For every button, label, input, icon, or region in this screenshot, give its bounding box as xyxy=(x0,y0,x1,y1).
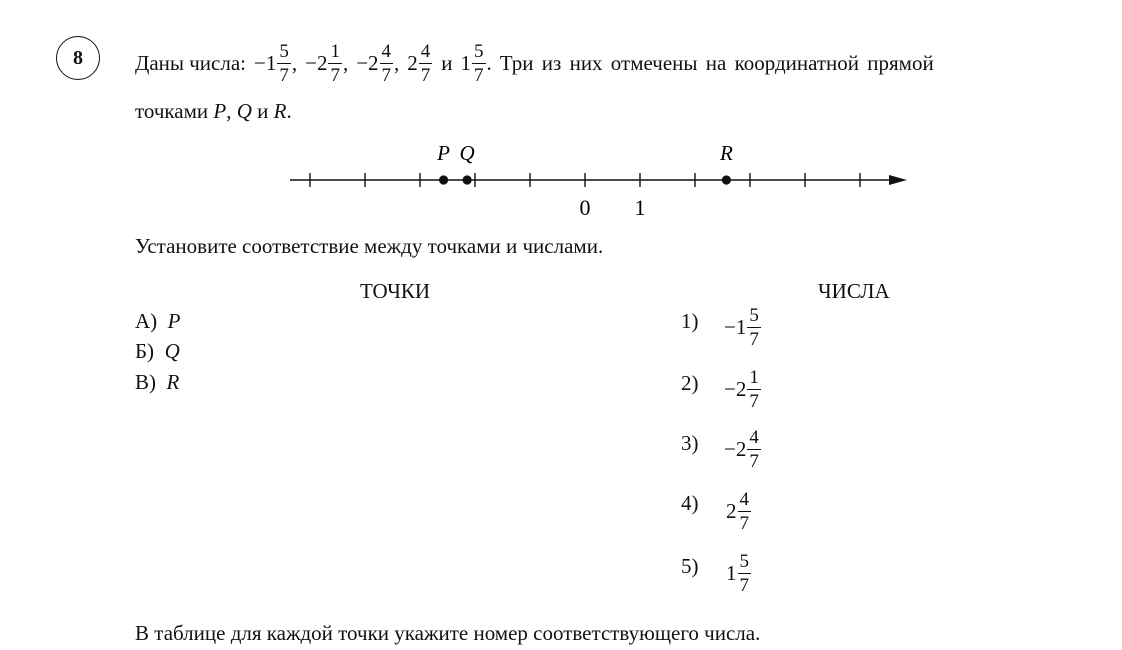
option-5-index: 5) xyxy=(681,554,699,578)
given-number-4: 2 $\frac{4}{7}$ xyxy=(407,41,431,86)
task-line-2: точками P, Q и R. xyxy=(135,99,292,123)
instruction-text: Установите соответствие между точками и числами. xyxy=(135,234,604,258)
intro-text: Даны числа: xyxy=(135,51,246,75)
one-label: 1 xyxy=(634,195,646,220)
line1-tail: Три из них отмечены на координатной прямой xyxy=(499,51,934,75)
point-p-dot xyxy=(439,175,448,184)
point-item-b: Б) Q xyxy=(135,339,180,363)
point-r-dot xyxy=(722,175,731,184)
task-number-badge xyxy=(56,36,100,80)
point-r-ref: R xyxy=(273,99,287,123)
point-q-dot xyxy=(463,175,472,184)
option-4-index: 4) xyxy=(681,491,699,515)
task-line-1 xyxy=(135,42,934,85)
given-number-5: 1 $\frac{5}{7}$ . xyxy=(460,41,492,86)
axis-arrow-icon xyxy=(889,175,907,185)
point-q-label: Q xyxy=(459,141,475,165)
given-number-3: − 2 $\frac{4}{7}$ , xyxy=(356,41,400,86)
point-p-ref: P xyxy=(213,99,227,123)
task-number: 8 xyxy=(73,46,83,69)
numbers-header: ЧИСЛА xyxy=(818,279,890,303)
points-header: ТОЧКИ xyxy=(360,279,431,303)
point-item-a: А) P xyxy=(135,309,181,333)
option-1-value: − 1 $\frac{5}{7}$ xyxy=(724,305,759,350)
footer-instruction: В таблице для каждой точки укажите номер соответствующего числа. xyxy=(135,621,761,645)
point-r-label: R xyxy=(719,141,733,165)
option-1-index: 1) xyxy=(681,309,699,333)
option-2-value: − 2 $\frac{1}{7}$ xyxy=(724,367,759,412)
option-5-value: 1 $\frac{5}{7}$ xyxy=(726,551,749,596)
point-item-c: В) R xyxy=(135,370,180,394)
option-3-index: 3) xyxy=(681,431,699,455)
given-number-2: − 2 $\frac{1}{7}$ , xyxy=(305,41,349,86)
option-4-value: 2 $\frac{4}{7}$ xyxy=(726,489,749,534)
given-number-1: − 1 $\frac{5}{7}$ , xyxy=(254,41,298,86)
point-q-ref: Q xyxy=(236,99,252,123)
option-3-value: − 2 $\frac{4}{7}$ xyxy=(724,427,759,472)
point-p-label: P xyxy=(437,141,451,165)
option-2-index: 2) xyxy=(681,371,699,395)
line2-prefix: точками xyxy=(135,99,209,123)
zero-label: 0 xyxy=(579,195,591,220)
and-word: и xyxy=(441,51,453,75)
number-line xyxy=(285,140,915,220)
